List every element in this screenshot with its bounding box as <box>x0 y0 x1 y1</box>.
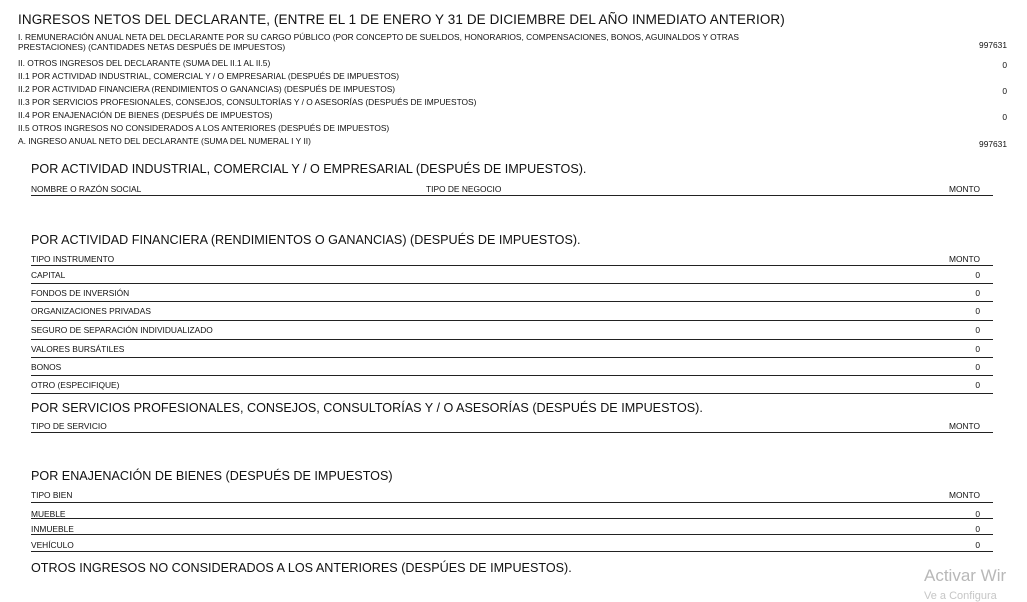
ii1-label: II.1 POR ACTIVIDAD INDUSTRIAL, COMERCIAL Y / O EMPRESARIAL (DESPUÉS DE IMPUESTOS) <box>18 71 399 81</box>
ii4-value: 0 <box>1002 112 1007 122</box>
table-row <box>31 320 993 338</box>
col-monto-header: MONTO <box>948 490 980 500</box>
row-value: 0 <box>975 288 980 298</box>
table-row <box>31 265 993 283</box>
table-row <box>31 534 993 552</box>
table-row <box>31 301 993 319</box>
ii4-label: II.4 POR ENAJENACIÓN DE BIENES (DESPUÉS DE IMPUESTOS) <box>18 110 273 120</box>
table-row <box>31 357 993 375</box>
row-label: FONDOS DE INVERSIÓN <box>31 288 130 298</box>
row-label: BONOS <box>31 362 62 372</box>
table-row <box>31 283 993 301</box>
total-value: 997631 <box>979 139 1007 149</box>
col-tipo-bien-header: TIPO BIEN <box>31 490 73 500</box>
row-value: 0 <box>975 362 980 372</box>
financiera-section-title: POR ACTIVIDAD FINANCIERA (RENDIMIENTOS O GANANCIAS) (DESPUÉS DE IMPUESTOS). <box>31 233 581 247</box>
row-value: 0 <box>975 540 980 550</box>
enajenacion-section-title: POR ENAJENACIÓN DE BIENES (DESPUÉS DE IMPUESTOS) <box>31 469 393 483</box>
remuneracion-value: 997631 <box>979 40 1007 50</box>
row-value: 0 <box>975 270 980 280</box>
remuneracion-label-line2: PRESTACIONES) (CANTIDADES NETAS DESPUÉS DE IMPUESTOS) <box>18 42 286 52</box>
servicios-section-title: POR SERVICIOS PROFESIONALES, CONSEJOS, CONSULTORÍAS Y / O ASESORÍAS (DESPUÉS DE IMPUESTOS). <box>31 401 703 415</box>
otros-ingresos-label: II. OTROS INGRESOS DEL DECLARANTE (SUMA DEL II.1 AL II.5) <box>18 58 271 68</box>
ii5-label: II.5 OTROS INGRESOS NO CONSIDERADOS A LOS ANTERIORES (DESPUÉS DE IMPUESTOS) <box>18 123 390 133</box>
row-label: OTRO (ESPECIFIQUE) <box>31 380 120 390</box>
servicios-header-rule <box>31 432 993 433</box>
row-value: 0 <box>975 306 980 316</box>
remuneracion-label-line1: I. REMUNERACIÓN ANUAL NETA DEL DECLARANTE POR SU CARGO PÚBLICO (POR CONCEPTO DE SUELDOS, HONORARIOS, COMPENSACIONES, BONOS, AGUINALDOS Y OTRAS <box>18 32 740 42</box>
table-row <box>31 518 993 535</box>
page-title: INGRESOS NETOS DEL DECLARANTE, (ENTRE EL 1 DE ENERO Y 31 DE DICIEMBRE DEL AÑO INMEDIATO ANTERIOR) <box>18 12 785 27</box>
total-label: A. INGRESO ANUAL NETO DEL DECLARANTE (SUMA DEL NUMERAL I Y II) <box>18 136 311 146</box>
row-label: VALORES BURSÁTILES <box>31 344 125 354</box>
table-row <box>31 339 993 357</box>
ii2-label: II.2 POR ACTIVIDAD FINANCIERA (RENDIMIENTOS O GANANCIAS) (DESPUÉS DE IMPUESTOS) <box>18 84 396 94</box>
col-monto-header: MONTO <box>948 254 980 264</box>
industrial-header-rule <box>31 195 993 196</box>
table-row <box>31 502 993 519</box>
row-value: 0 <box>975 380 980 390</box>
industrial-section-title: POR ACTIVIDAD INDUSTRIAL, COMERCIAL Y / O EMPRESARIAL (DESPUÉS DE IMPUESTOS). <box>31 162 587 176</box>
col-nombre-header: NOMBRE O RAZÓN SOCIAL <box>31 184 142 194</box>
row-value: 0 <box>975 524 980 534</box>
activation-watermark: Activar Wir <box>924 566 1007 585</box>
row-label: ORGANIZACIONES PRIVADAS <box>31 306 151 316</box>
row-label: CAPITAL <box>31 270 66 280</box>
col-monto-header: MONTO <box>948 421 980 431</box>
col-monto-header: MONTO <box>948 184 980 194</box>
row-value: 0 <box>975 509 980 519</box>
col-tipo-negocio-header: TIPO DE NEGOCIO <box>426 184 502 194</box>
activation-watermark-subtext: Ve a Configura <box>924 590 997 602</box>
ii2-value: 0 <box>1002 86 1007 96</box>
ii3-label: II.3 POR SERVICIOS PROFESIONALES, CONSEJOS, CONSULTORÍAS Y / O ASESORÍAS (DESPUÉS DE IMPUESTOS) <box>18 97 477 107</box>
row-value: 0 <box>975 344 980 354</box>
row-label: SEGURO DE SEPARACIÓN INDIVIDUALIZADO <box>31 325 213 335</box>
row-value: 0 <box>975 325 980 335</box>
row-label: MUEBLE <box>31 509 66 519</box>
otros-section-title: OTROS INGRESOS NO CONSIDERADOS A LOS ANTERIORES (DESPÚES DE IMPUESTOS). <box>31 561 572 575</box>
row-label: VEHÍCULO <box>31 540 74 550</box>
col-tipo-servicio-header: TIPO DE SERVICIO <box>31 421 107 431</box>
row-label: INMUEBLE <box>31 524 74 534</box>
col-tipo-instrumento-header: TIPO INSTRUMENTO <box>31 254 115 264</box>
enajenacion-table-header <box>31 490 993 502</box>
table-row <box>31 375 993 394</box>
otros-ingresos-value: 0 <box>1002 60 1007 70</box>
